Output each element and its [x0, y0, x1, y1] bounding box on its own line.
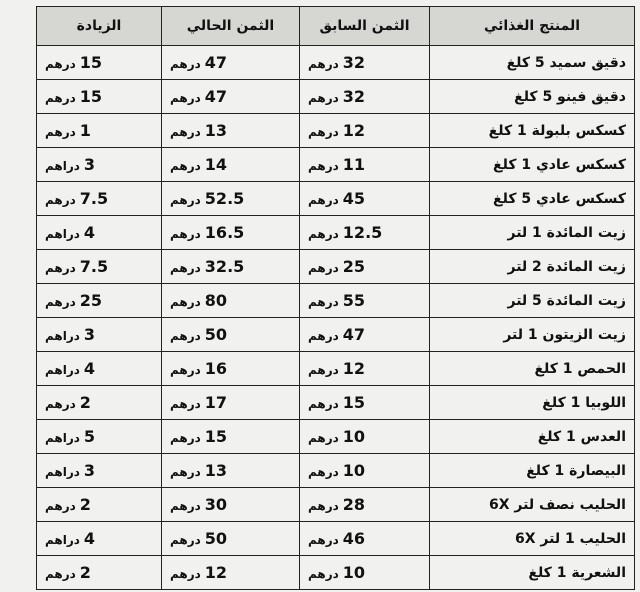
increase-amount-cell: [37, 148, 162, 182]
currency-unit: درهم: [308, 499, 339, 513]
increase-amount-cell: [37, 420, 162, 454]
table-row: [37, 114, 635, 148]
previous-price-cell: [300, 182, 430, 216]
current-price-cell: [162, 318, 300, 352]
current-price-cell: [162, 80, 300, 114]
currency-unit: درهم: [308, 363, 339, 377]
currency-unit: درهم: [308, 397, 339, 411]
previous-price-value: 32: [342, 53, 366, 72]
previous-price-value: 28: [342, 495, 366, 514]
currency-unit: درهم: [308, 465, 339, 479]
product-name: زيت المائدة 5 لتر: [430, 284, 635, 318]
previous-price-cell: [300, 556, 430, 590]
previous-price-value: 47: [342, 325, 366, 344]
increase-amount-cell: [37, 114, 162, 148]
previous-price-value: 12: [342, 121, 366, 140]
table-row: [37, 148, 635, 182]
table-row: [37, 352, 635, 386]
previous-price-cell: [300, 454, 430, 488]
product-name: زيت الزيتون 1 لتر: [430, 318, 635, 352]
product-name: زيت المائدة 2 لتر: [430, 250, 635, 284]
currency-unit: درهم: [308, 91, 339, 105]
product-name: كسكس عادي 5 كلغ: [430, 182, 635, 216]
previous-price-cell: [300, 148, 430, 182]
previous-price-value: 32: [342, 87, 366, 106]
product-name: الشعرية 1 كلغ: [430, 556, 635, 590]
currency-unit: درهم: [170, 533, 201, 547]
product-name: زيت المائدة 1 لتر: [430, 216, 635, 250]
currency-unit: درهم: [308, 567, 339, 581]
currency-unit: درهم: [170, 125, 201, 139]
currency-unit: درهم: [170, 363, 201, 377]
table-row: [37, 522, 635, 556]
increase-amount-cell: [37, 318, 162, 352]
table-row: [37, 488, 635, 522]
current-price-value: 80: [204, 291, 228, 310]
current-price-cell: [162, 46, 300, 80]
currency-unit: درهم: [170, 397, 201, 411]
table-body: [37, 46, 635, 590]
current-price-value: 52.5: [204, 189, 245, 208]
currency-unit: دراهم: [45, 159, 80, 173]
currency-unit: درهم: [308, 295, 339, 309]
increase-amount-cell: [37, 386, 162, 420]
previous-price-cell: [300, 114, 430, 148]
currency-unit: درهم: [170, 227, 201, 241]
currency-unit: درهم: [308, 329, 339, 343]
previous-price-cell: [300, 386, 430, 420]
previous-price-cell: [300, 250, 430, 284]
header-previous-price: الثمن السابق: [300, 7, 430, 46]
previous-price-cell: [300, 352, 430, 386]
increase-amount-cell: [37, 454, 162, 488]
previous-price-value: 55: [342, 291, 366, 310]
current-price-value: 47: [204, 53, 228, 72]
current-price-value: 50: [204, 325, 228, 344]
table-row: [37, 80, 635, 114]
current-price-cell: [162, 250, 300, 284]
previous-price-value: 45: [342, 189, 366, 208]
price-table: [36, 6, 635, 590]
product-name: كسكس عادي 1 كلغ: [430, 148, 635, 182]
increase-amount-value: 3: [83, 325, 96, 344]
currency-unit: درهم: [45, 261, 76, 275]
currency-unit: درهم: [308, 261, 339, 275]
previous-price-value: 10: [342, 427, 366, 446]
currency-unit: درهم: [170, 567, 201, 581]
currency-unit: درهم: [170, 499, 201, 513]
increase-amount-value: 2: [79, 563, 91, 582]
product-name: العدس 1 كلغ: [430, 420, 635, 454]
header-current-price: الثمن الحالي: [162, 7, 300, 46]
currency-unit: درهم: [170, 465, 201, 479]
currency-unit: درهم: [45, 125, 76, 139]
header-increase: الزيادة: [37, 7, 162, 46]
increase-amount-cell: [37, 182, 162, 216]
table-row: [37, 182, 635, 216]
increase-amount-value: 3: [83, 155, 96, 174]
table-row: [37, 420, 635, 454]
currency-unit: درهم: [45, 57, 76, 71]
increase-amount-value: 7.5: [79, 257, 109, 276]
previous-price-value: 12: [342, 359, 366, 378]
increase-amount-value: 7.5: [79, 189, 109, 208]
increase-amount-value: 5: [83, 427, 96, 446]
currency-unit: دراهم: [45, 465, 80, 479]
increase-amount-value: 15: [79, 87, 103, 106]
currency-unit: درهم: [308, 125, 339, 139]
current-price-cell: [162, 522, 300, 556]
currency-unit: درهم: [45, 295, 76, 309]
current-price-cell: [162, 182, 300, 216]
increase-amount-cell: [37, 556, 162, 590]
increase-amount-cell: [37, 488, 162, 522]
current-price-value: 16.5: [204, 223, 245, 242]
previous-price-cell: [300, 522, 430, 556]
currency-unit: دراهم: [45, 227, 80, 241]
currency-unit: درهم: [170, 159, 201, 173]
current-price-value: 13: [204, 461, 228, 480]
previous-price-value: 10: [342, 461, 366, 480]
current-price-value: 12: [204, 563, 228, 582]
current-price-cell: [162, 420, 300, 454]
currency-unit: دراهم: [45, 363, 80, 377]
increase-amount-value: 4: [83, 223, 96, 242]
increase-amount-cell: [37, 250, 162, 284]
previous-price-cell: [300, 46, 430, 80]
current-price-value: 16: [204, 359, 228, 378]
previous-price-cell: [300, 488, 430, 522]
product-name: الحمص 1 كلغ: [430, 352, 635, 386]
current-price-cell: [162, 284, 300, 318]
increase-amount-cell: [37, 216, 162, 250]
current-price-cell: [162, 216, 300, 250]
current-price-cell: [162, 556, 300, 590]
previous-price-value: 46: [342, 529, 366, 548]
currency-unit: درهم: [45, 567, 76, 581]
currency-unit: درهم: [170, 57, 201, 71]
currency-unit: دراهم: [45, 329, 80, 343]
currency-unit: درهم: [170, 193, 201, 207]
currency-unit: درهم: [170, 431, 201, 445]
table-row: [37, 250, 635, 284]
increase-amount-cell: [37, 46, 162, 80]
current-price-cell: [162, 352, 300, 386]
header-row: [37, 7, 635, 46]
previous-price-cell: [300, 216, 430, 250]
table-row: [37, 556, 635, 590]
table-row: [37, 46, 635, 80]
table-row: [37, 284, 635, 318]
previous-price-value: 25: [342, 257, 366, 276]
currency-unit: درهم: [308, 159, 339, 173]
previous-price-cell: [300, 80, 430, 114]
product-name: الحليب 1 لتر 6X: [430, 522, 635, 556]
product-name: كسكس بلبولة 1 كلغ: [430, 114, 635, 148]
increase-amount-value: 2: [79, 495, 91, 514]
table-row: [37, 454, 635, 488]
increase-amount-value: 2: [79, 393, 91, 412]
currency-unit: درهم: [308, 533, 339, 547]
increase-amount-cell: [37, 352, 162, 386]
product-name: دقيق فينو 5 كلغ: [430, 80, 635, 114]
previous-price-value: 15: [342, 393, 366, 412]
current-price-value: 50: [204, 529, 228, 548]
header-product: المنتج الغذائي: [430, 7, 635, 46]
currency-unit: درهم: [170, 91, 201, 105]
currency-unit: درهم: [170, 295, 201, 309]
currency-unit: دراهم: [45, 533, 80, 547]
current-price-cell: [162, 454, 300, 488]
table-row: [37, 216, 635, 250]
previous-price-value: 12.5: [342, 223, 383, 242]
increase-amount-value: 4: [83, 529, 96, 548]
increase-amount-value: 3: [83, 461, 96, 480]
currency-unit: درهم: [308, 431, 339, 445]
table-row: [37, 386, 635, 420]
current-price-cell: [162, 488, 300, 522]
current-price-value: 13: [204, 121, 228, 140]
current-price-cell: [162, 386, 300, 420]
increase-amount-value: 1: [79, 121, 91, 140]
currency-unit: درهم: [308, 193, 339, 207]
product-name: الحليب نصف لتر 6X: [430, 488, 635, 522]
increase-amount-cell: [37, 522, 162, 556]
currency-unit: درهم: [45, 397, 76, 411]
currency-unit: درهم: [45, 91, 76, 105]
increase-amount-cell: [37, 80, 162, 114]
current-price-value: 30: [204, 495, 228, 514]
currency-unit: درهم: [170, 261, 201, 275]
increase-amount-cell: [37, 284, 162, 318]
increase-amount-value: 4: [83, 359, 96, 378]
previous-price-value: 10: [342, 563, 366, 582]
previous-price-cell: [300, 284, 430, 318]
previous-price-cell: [300, 420, 430, 454]
currency-unit: درهم: [45, 193, 76, 207]
current-price-value: 17: [204, 393, 228, 412]
currency-unit: درهم: [45, 499, 76, 513]
product-name: اللوبيا 1 كلغ: [430, 386, 635, 420]
current-price-value: 14: [204, 155, 228, 174]
product-name: دقيق سميد 5 كلغ: [430, 46, 635, 80]
current-price-value: 32.5: [204, 257, 245, 276]
increase-amount-value: 25: [79, 291, 103, 310]
previous-price-value: 11: [342, 155, 366, 174]
current-price-cell: [162, 148, 300, 182]
previous-price-cell: [300, 318, 430, 352]
product-name: البيصارة 1 كلغ: [430, 454, 635, 488]
current-price-value: 47: [204, 87, 228, 106]
currency-unit: درهم: [170, 329, 201, 343]
increase-amount-value: 15: [79, 53, 103, 72]
table-header: [37, 7, 635, 46]
currency-unit: دراهم: [45, 431, 80, 445]
current-price-cell: [162, 114, 300, 148]
currency-unit: درهم: [308, 227, 339, 241]
current-price-value: 15: [204, 427, 228, 446]
currency-unit: درهم: [308, 57, 339, 71]
table-row: [37, 318, 635, 352]
